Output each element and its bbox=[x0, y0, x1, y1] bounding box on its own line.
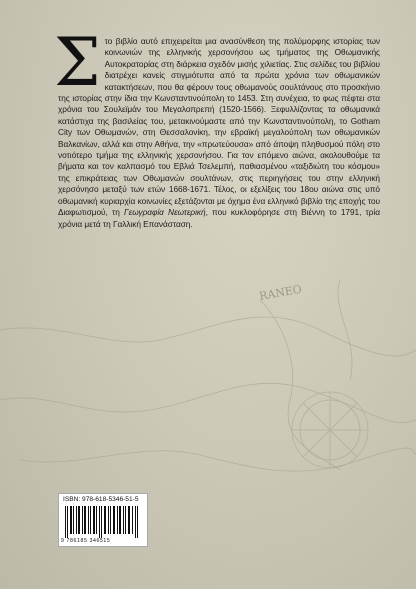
blurb-text bbox=[54, 24, 380, 230]
blurb-paragraph bbox=[58, 36, 380, 230]
map-label: RANEO bbox=[258, 282, 303, 303]
isbn-label: ISBN: 978-618-5346-51-5 bbox=[63, 496, 139, 503]
barcode-bars bbox=[63, 506, 143, 538]
barcode-digits: 9 786185 346515 bbox=[61, 538, 111, 544]
barcode-box bbox=[58, 493, 148, 547]
blurb-text-part-2: , που κυκλοφόρησε στη Βιέννη το 1791, τρία χρόνια μετά τη Γαλλική Επανάσταση. bbox=[58, 207, 380, 229]
blurb-book-title: Γεωγραφία Νεωτερική bbox=[123, 207, 206, 218]
dropcap-letter: Σ bbox=[54, 24, 101, 101]
blurb-text-part-1: το βιβλίο αυτό επιχειρείται μια ανασύνθεση της πολύμορφης ιστορίας των κοινωνιών της ελληνικής χερσονήσου ως τμήματος της Οθωμανικής Αυτοκρατορίας στη διάρκεια σχεδόν μισής χιλιετίας. Στις σελίδες του βιβλίου διατρέχει κανείς στιγμιότυπα από τα πρώτα χρόνια των οθωμανικών κατακτήσεων, που θα φέρουν τους οθωμανούς σουλτάνους στο προσκήνιο της ιστορίας στην ίδια την Κωνσταντινούπολη το 1453. Στη συνέχεια, το φως πέφτει στα χρόνια του Σουλεϊμάν του Μεγαλοπρεπή (1520-1566). Ξεφυλλίζοντας τα οθωμανικά κατάστιχα της βασιλείας του, μετακινούμαστε από την Κωνσταντινούπολη, το Gotham City των Οθωμανών, στη Θεσσαλονίκη, την εβραϊκή μεγαλούπολη των οθωμανικών Βαλκανίων, αλλά και στην Αθήνα, την «πρωτεύουσα» από άποψη πληθυσμού πόλη στο νοτιότερο τμήμα της ελληνικής χερσονήσου. Για τον επόμενο αιώνα, ακολουθούμε τα βήματα και τον καλπασμό του Εβλιά Τσελεμπή, παθιασμένου «ταξιδιώτη του κόσμου» της επικράτειας των Οθωμανών σουλτάνων, στις περιηγήσεις του στην ελληνική χερσόνησο μεταξύ των ετών 1668-1671. Τέλος, οι εξελίξεις του 18ου αιώνα στις υπό οθωμανική κυριαρχία κοινωνίες εξετάζονται με όχημα ένα ελληνικό βιβλίο της εποχής του Διαφωτισμού, τη bbox=[58, 36, 380, 218]
